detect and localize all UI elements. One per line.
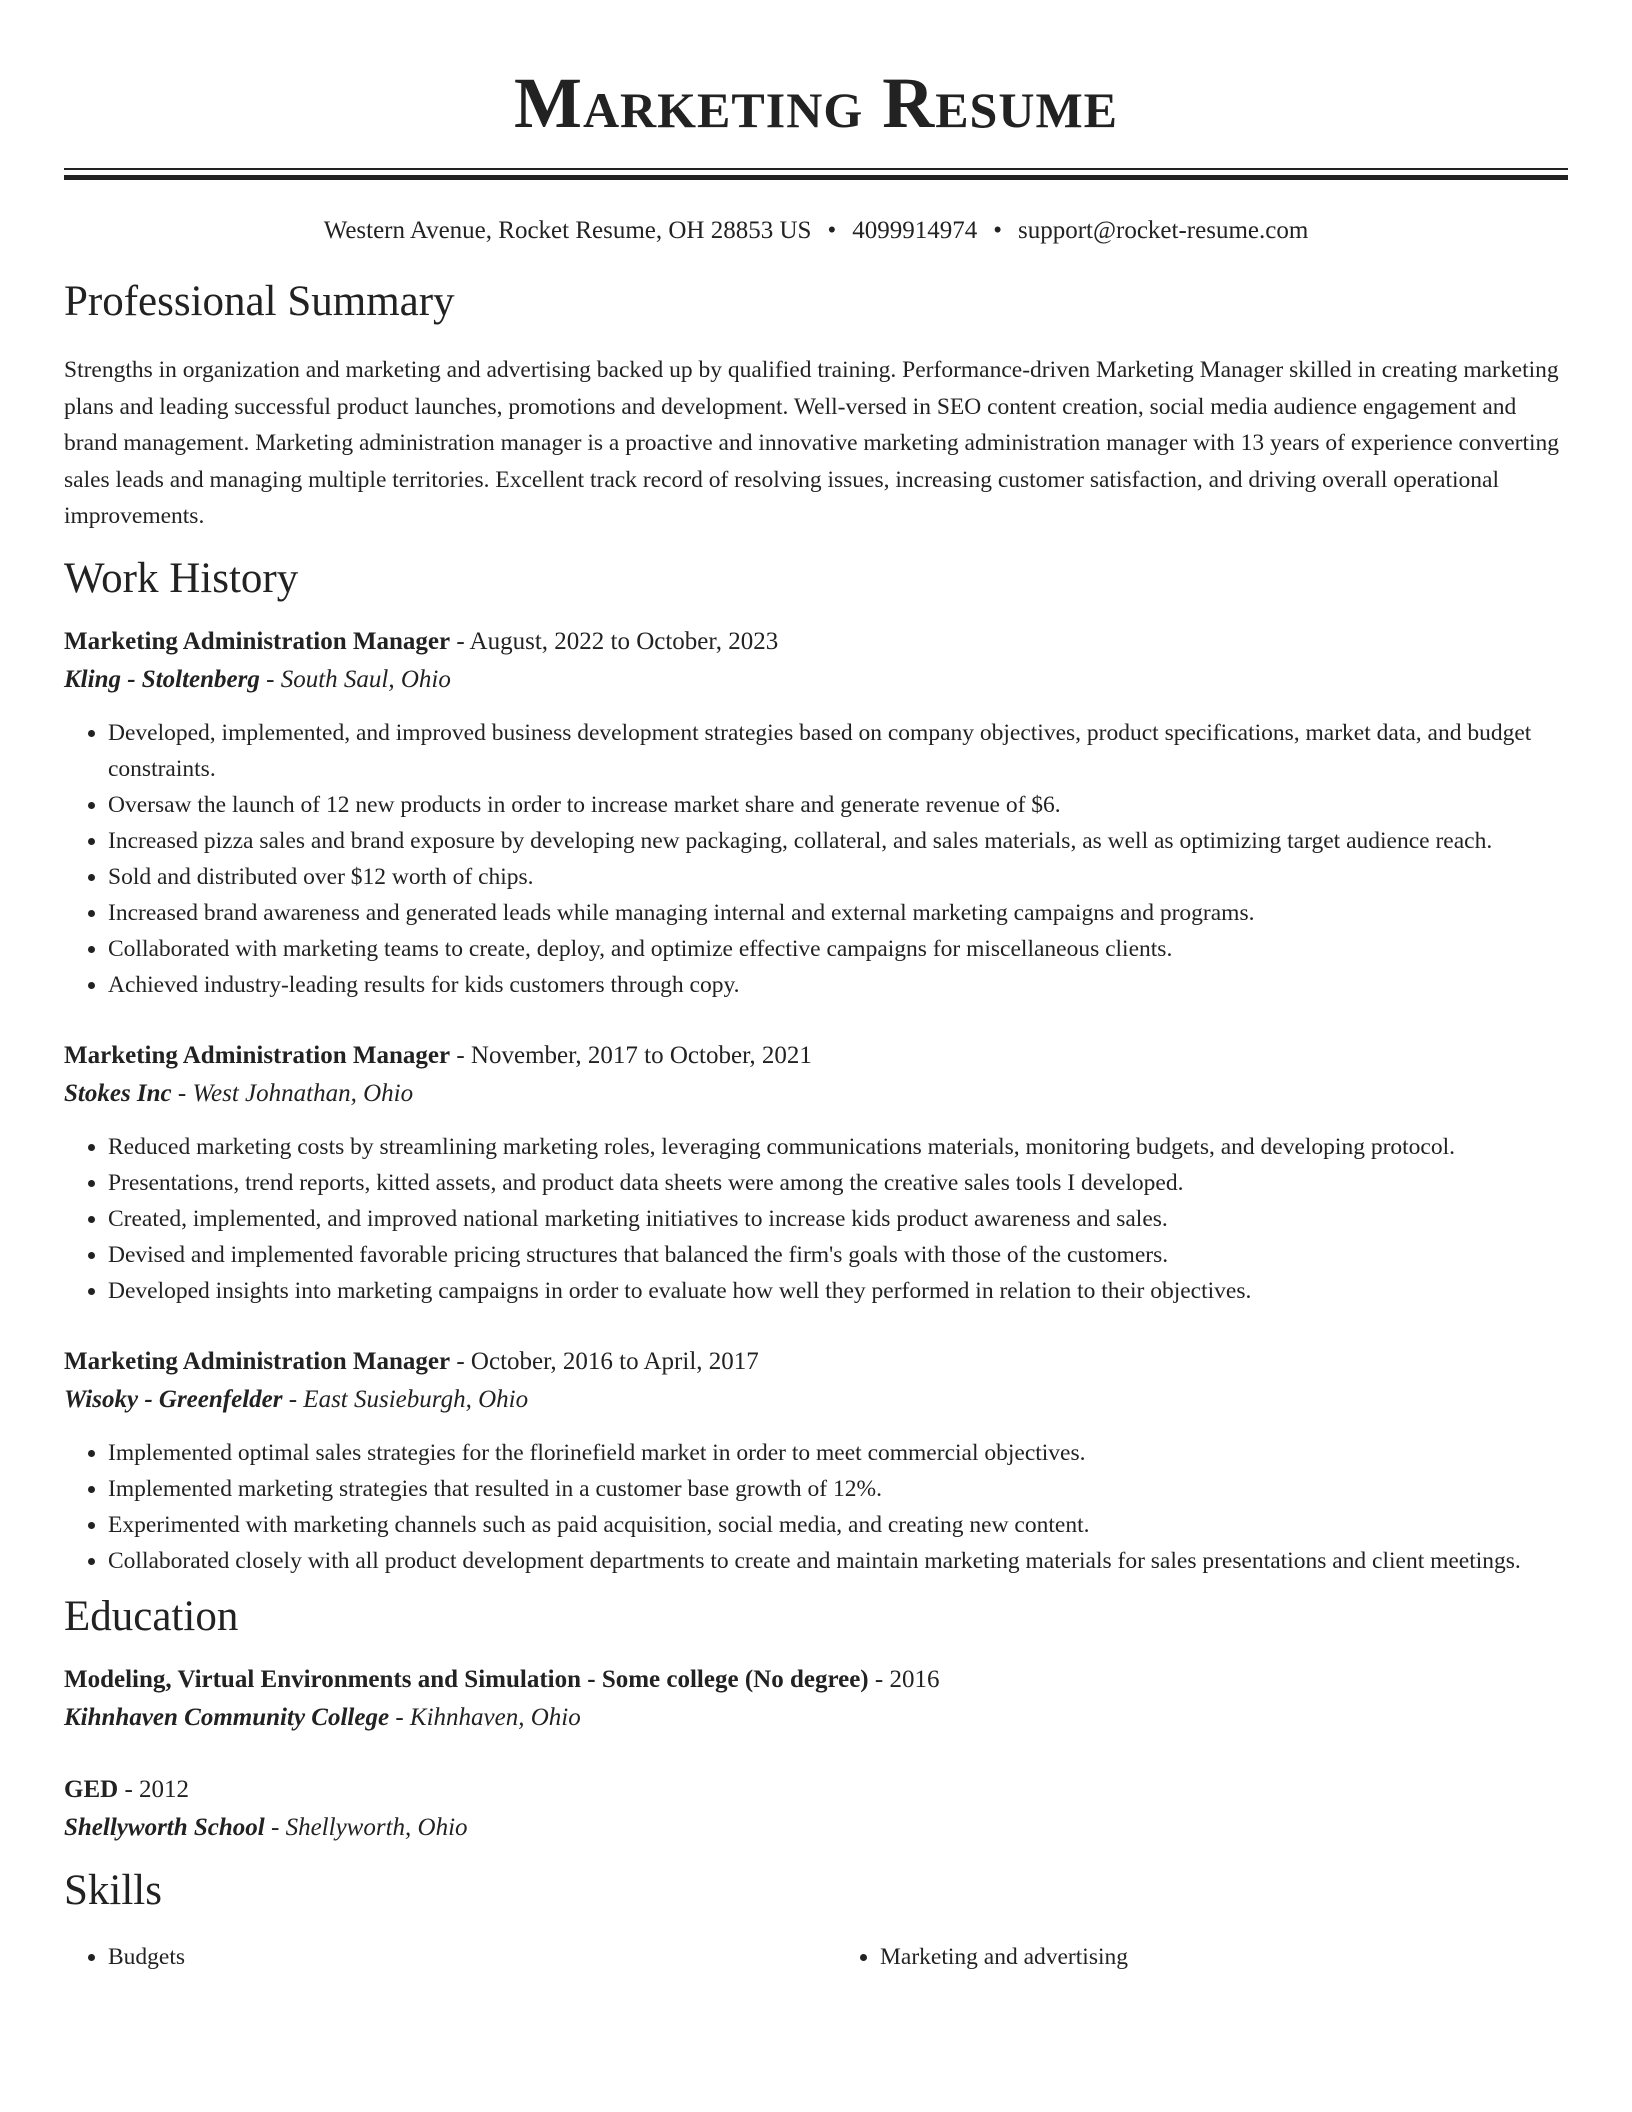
job-bullets [64, 1129, 1568, 1309]
title-divider-thin [64, 168, 1568, 170]
job-title: Marketing Administration Manager [64, 1041, 451, 1069]
contact-email: support@rocket-resume.com [1017, 217, 1309, 244]
job-title-line [64, 623, 1568, 661]
job-dates: - October, 2016 to April, 2017 [450, 1347, 759, 1375]
contact-separator: • [993, 217, 1002, 244]
education-school-line [64, 1809, 1568, 1847]
skill-item: • Budgets [108, 1939, 796, 1975]
job-company: Stokes Inc [64, 1079, 172, 1107]
education-heading: Education [64, 1592, 239, 1640]
list-item: • Implemented marketing strategies that resulted in a customer base growth of 12%. [108, 1471, 1568, 1507]
job-bullets [64, 1435, 1568, 1579]
contact-line [64, 214, 1568, 248]
job-entry [64, 1037, 1568, 1309]
education-degree: GED [64, 1775, 119, 1803]
list-item: • Collaborated with marketing teams to create, deploy, and optimize effective campaigns for miscellaneous clients. [108, 931, 1568, 967]
list-item: • Increased brand awareness and generated leads while managing internal and external marketing campaigns and programs. [108, 895, 1568, 931]
list-item: • Presentations, trend reports, kitted assets, and product data sheets were among the creative sales tools I developed. [108, 1165, 1568, 1201]
title-divider-thick [64, 175, 1568, 180]
job-title-line [64, 1343, 1568, 1381]
job-location: - East Susieburgh, Ohio [282, 1385, 529, 1413]
education-degree-line [64, 1771, 1568, 1809]
education-school: Kihnhaven Community College [64, 1703, 390, 1731]
job-title: Marketing Administration Manager [64, 627, 451, 655]
list-item: • Collaborated closely with all product development departments to create and maintain marketing materials for sales presentations and client meetings. [108, 1543, 1568, 1579]
skills-column-right [836, 1939, 1568, 1975]
education-entry [64, 1661, 1568, 1737]
resume-title: Marketing Resume [513, 63, 1119, 143]
skills-heading: Skills [64, 1866, 162, 1914]
job-company-line [64, 661, 1568, 699]
summary-text: Strengths in organization and marketing and advertising backed up by qualified training. Performance-driven Marketing Manager skilled in creating marketing plans and leading successful product launches, promotions and development. Well-versed in SEO content creation, social media audience engagement and brand management. Marketing administration manager is a proactive and innovative marketing administration manager with 13 years of experience converting sales leads and managing multiple territories. Excellent track record of resolving issues, increasing customer satisfaction, and driving overall operational improvements. [64, 357, 1560, 529]
job-location: - West Johnathan, Ohio [171, 1079, 414, 1107]
education-degree-line [64, 1661, 1568, 1699]
education-entry [64, 1771, 1568, 1847]
job-entry [64, 1343, 1568, 1579]
job-title: Marketing Administration Manager [64, 1347, 451, 1375]
list-item: • Oversaw the launch of 12 new products in order to increase market share and generate revenue of $6. [108, 787, 1568, 823]
contact-address: Western Avenue, Rocket Resume, OH 28853 US [323, 217, 812, 244]
job-company-line [64, 1381, 1568, 1419]
summary-heading: Professional Summary [64, 278, 455, 325]
education-location: - Kihnhaven, Ohio [389, 1703, 581, 1731]
list-item: • Sold and distributed over $12 worth of chips. [108, 859, 1568, 895]
list-item: • Developed, implemented, and improved business development strategies based on company objectives, product specifications, market data, and budget constraints. [108, 715, 1568, 787]
education-school: Shellyworth School [64, 1813, 265, 1841]
list-item: • Created, implemented, and improved national marketing initiatives to increase kids product awareness and sales. [108, 1201, 1568, 1237]
job-dates: - August, 2022 to October, 2023 [450, 627, 779, 655]
list-item: • Experimented with marketing channels such as paid acquisition, social media, and creating new content. [108, 1507, 1568, 1543]
skills-column-left [64, 1939, 796, 1975]
skill-item: • Marketing and advertising [880, 1939, 1568, 1975]
list-item: • Developed insights into marketing campaigns in order to evaluate how well they performed in relation to their objectives. [108, 1273, 1568, 1309]
job-entry [64, 623, 1568, 1003]
education-year: - 2016 [868, 1665, 940, 1693]
education-school-line [64, 1699, 1568, 1737]
work-history-heading: Work History [64, 554, 299, 602]
list-item: • Implemented optimal sales strategies for the florinefield market in order to meet commercial objectives. [108, 1435, 1568, 1471]
list-item: • Achieved industry-leading results for kids customers through copy. [108, 967, 1568, 1003]
job-title-line [64, 1037, 1568, 1075]
list-item: • Increased pizza sales and brand exposure by developing new packaging, collateral, and sales materials, as well as optimizing target audience reach. [108, 823, 1568, 859]
contact-separator: • [827, 217, 837, 244]
contact-phone: 4099914974 [852, 217, 978, 244]
job-company: Kling - Stoltenberg [64, 665, 260, 693]
job-dates: - November, 2017 to October, 2021 [450, 1041, 812, 1069]
job-company: Wisoky - Greenfelder [64, 1385, 283, 1413]
job-bullets [64, 715, 1568, 1003]
education-year: - 2012 [118, 1775, 190, 1803]
list-item: • Devised and implemented favorable pricing structures that balanced the firm's goals with those of the customers. [108, 1237, 1568, 1273]
job-location: - South Saul, Ohio [259, 665, 451, 693]
education-location: - Shellyworth, Ohio [264, 1813, 468, 1841]
job-company-line [64, 1075, 1568, 1113]
education-degree: Modeling, Virtual Environments and Simulation - Some college (No degree) [64, 1665, 869, 1693]
skills-grid [64, 1939, 1568, 1975]
list-item: • Reduced marketing costs by streamlining marketing roles, leveraging communications materials, monitoring budgets, and developing protocol. [108, 1129, 1568, 1165]
